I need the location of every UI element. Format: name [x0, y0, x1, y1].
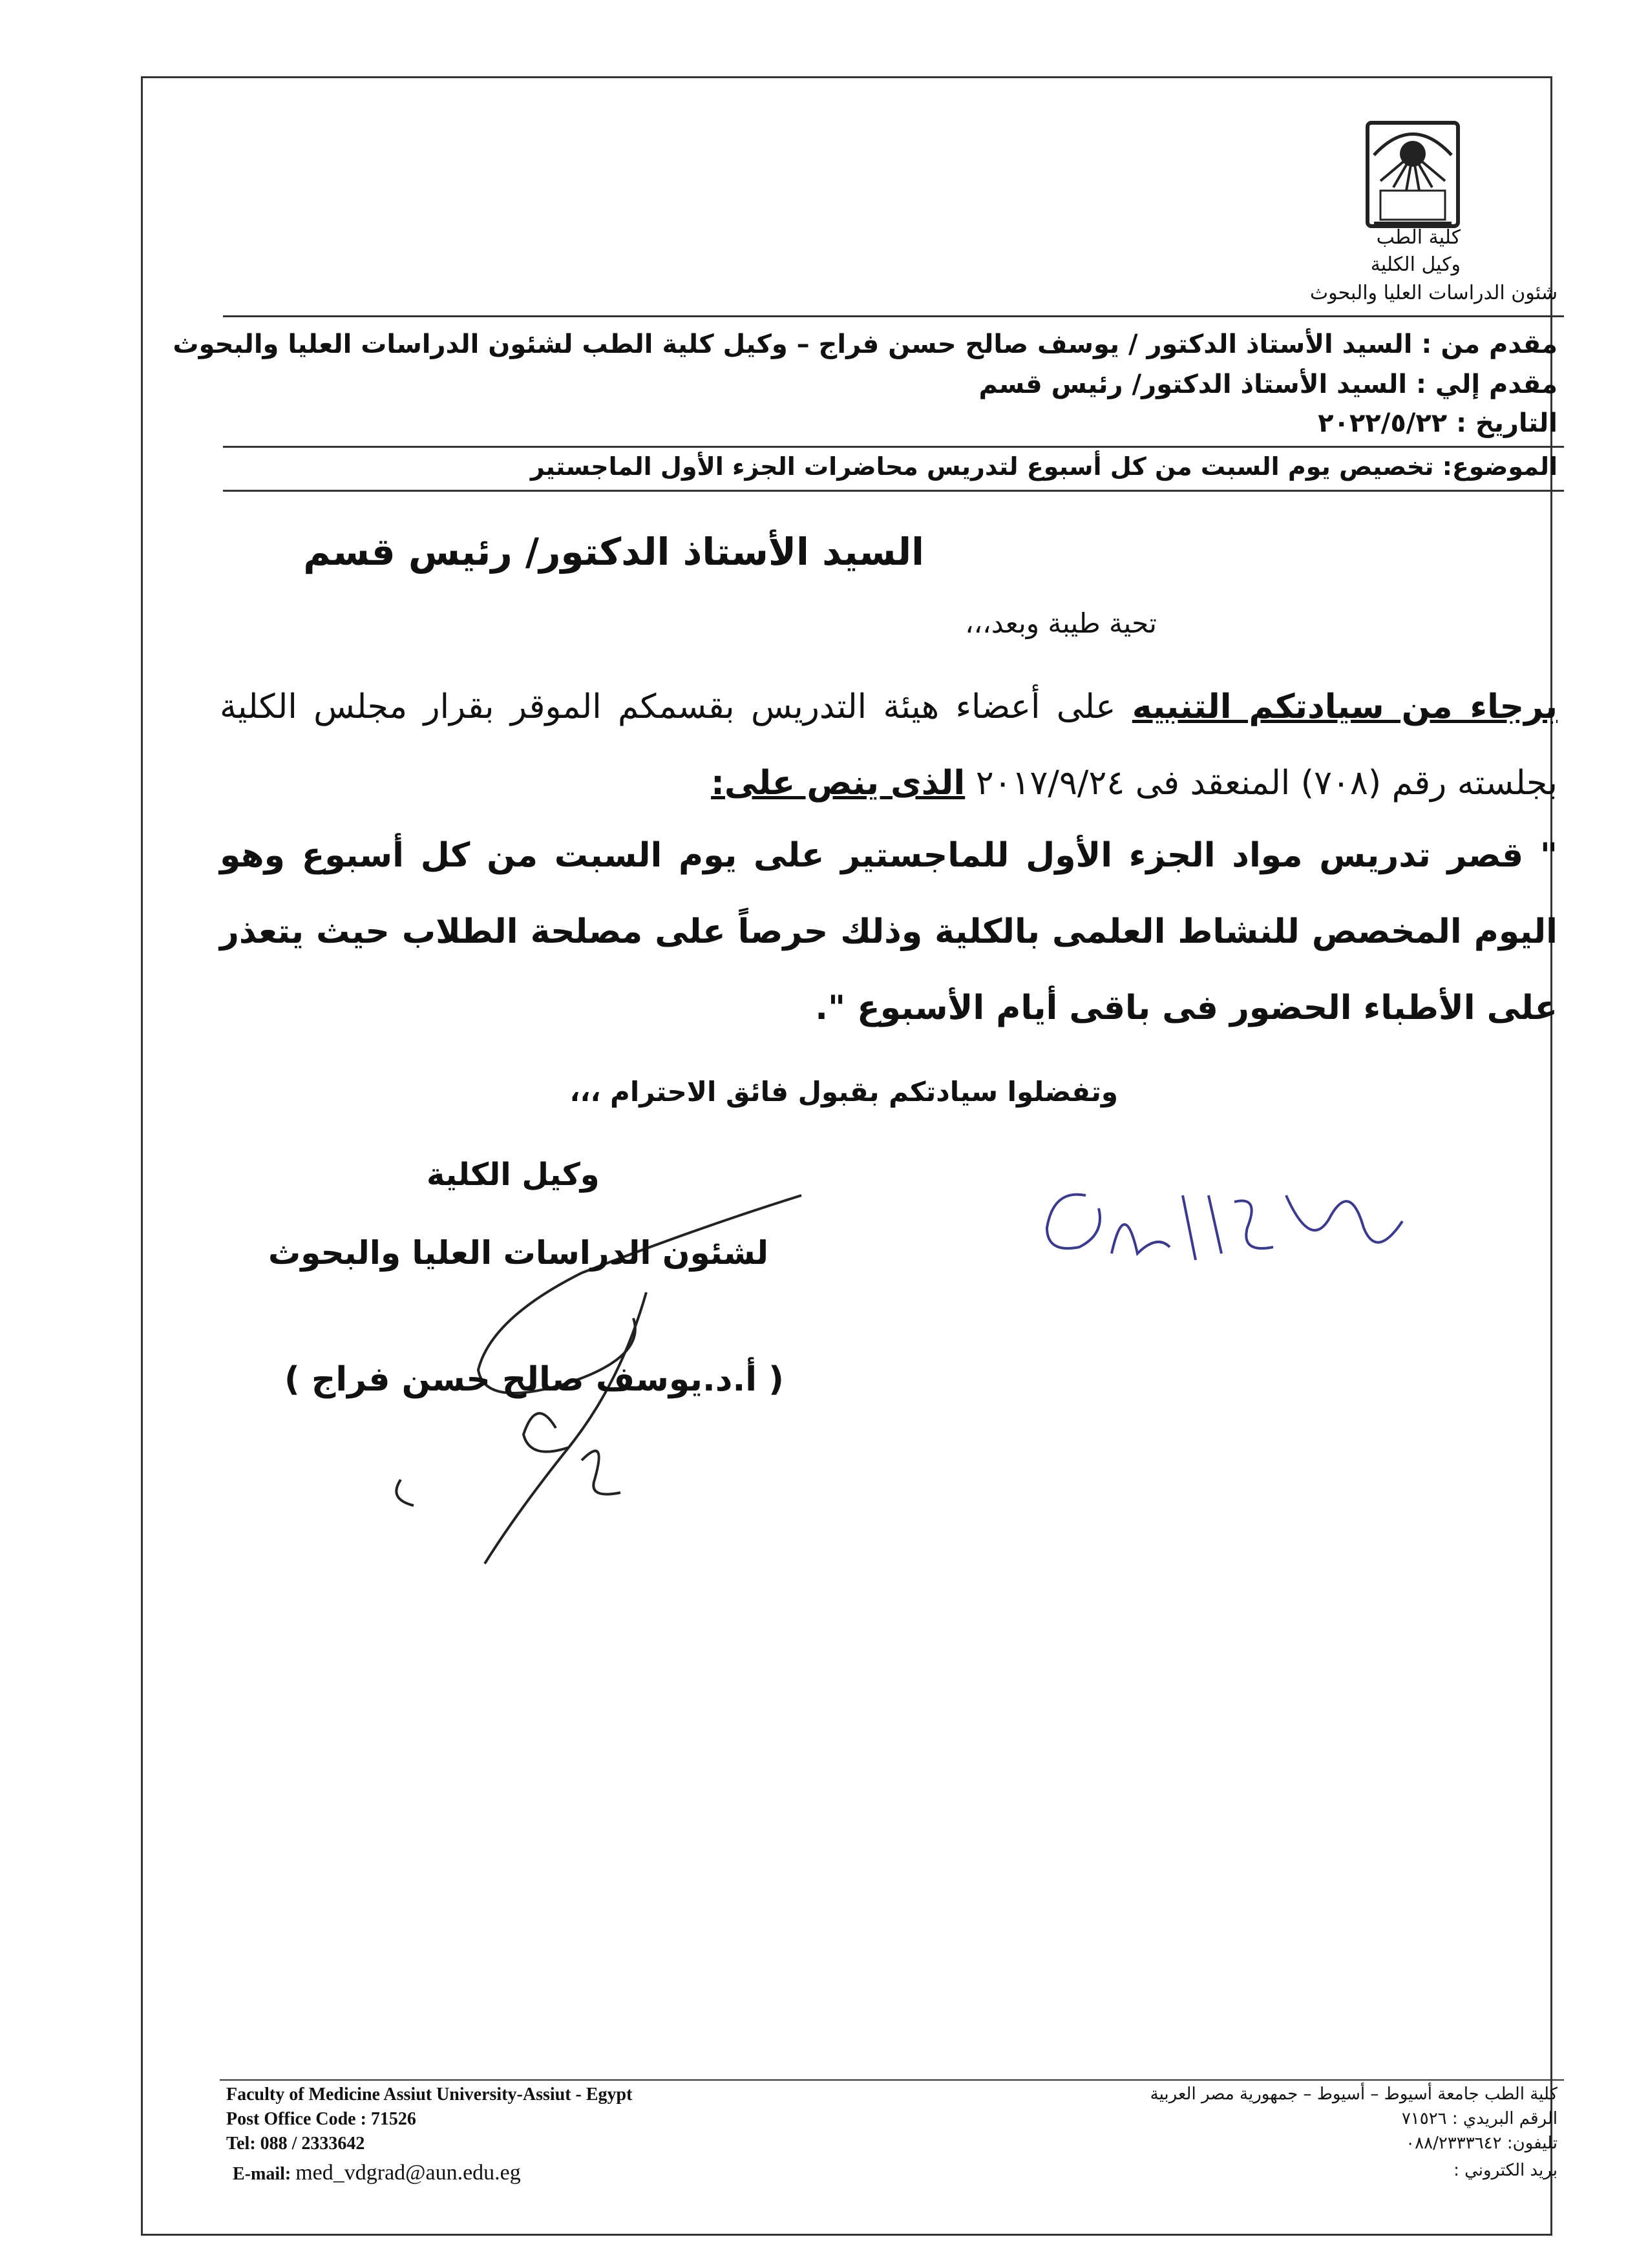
- footer-ar-po: الرقم البريدي : ٧١٥٢٦: [1401, 2109, 1558, 2128]
- footer-ar-email: بريد الكتروني :: [1453, 2161, 1558, 2180]
- to-line: مقدم إلي : السيد الأستاذ الدكتور/ رئيس قسم: [978, 370, 1558, 399]
- footer-ar-faculty: كلية الطب جامعة أسيوط – أسيوط – جمهورية مصر العربية: [1150, 2084, 1558, 2104]
- date-line: التاريخ : ٢٠٢٢/٥/٢٢: [1318, 408, 1558, 438]
- footer-en-faculty: Faculty of Medicine Assiut University-Assiut - Egypt: [226, 2084, 633, 2105]
- footer-ar-tel: تليفون: ٠٨٨/٢٣٣٣٦٤٢: [1406, 2134, 1558, 2153]
- body-text-part1: على أعضاء هيئة التدريس بقسمكم الموقر بقرار مجلس الكلية بجلسته رقم (٧٠٨) المنعقد فى ٢٠١٧/٩/٢٤: [220, 688, 1558, 803]
- faculty-name: كلية الطب: [1376, 226, 1461, 249]
- subject-divider: [223, 490, 1564, 492]
- meta-divider: [223, 446, 1564, 448]
- footer-en-po: Post Office Code : 71526: [226, 2109, 416, 2129]
- body-paragraph: [220, 669, 1558, 821]
- signatory-name: ( أ.د.يوسف صالح حسن فراج ): [284, 1360, 784, 1399]
- closing-line: وتفضلوا سيادتكم بقبول فائق الاحترام ،،،: [569, 1076, 1118, 1108]
- from-line: مقدم من : السيد الأستاذ الدكتور / يوسف صالح حسن فراج – وكيل كلية الطب لشئون الدراسات العليا والبحوث: [173, 330, 1558, 359]
- signatory-title-2: لشئون الدراسات العليا والبحوث: [268, 1234, 768, 1272]
- decision-quote: " قصر تدريس مواد الجزء الأول للماجستير على يوم السبت من كل أسبوع وهو اليوم المخصص للنشاط العلمى بالكلية وذلك حرصاً على مصلحة الطلاب حيث يتعذر على الأطباء الحضور فى باقى أيام الأسبوع ".: [220, 836, 1558, 1027]
- handwritten-signature-right: [1028, 1157, 1428, 1312]
- body-emphasis-2: الذى ينص على:: [711, 764, 966, 803]
- body-emphasis: برجاء من سيادتكم التنبيه: [1132, 688, 1558, 726]
- logo-caption: [1409, 174, 1512, 196]
- page-border: [141, 76, 1552, 2236]
- email-address[interactable]: med_vdgrad@aun.edu.eg: [295, 2161, 521, 2185]
- department-name: شئون الدراسات العليا والبحوث: [1309, 282, 1558, 304]
- footer-divider: [220, 2079, 1564, 2081]
- footer-en-tel: Tel: 088 / 2333642: [226, 2134, 365, 2154]
- office-name: وكيل الكلية: [1370, 253, 1461, 276]
- header-divider: [223, 315, 1564, 317]
- footer-en-email: [233, 2161, 521, 2185]
- email-label: E-mail:: [233, 2164, 291, 2184]
- salutation: السيد الأستاذ الدكتور/ رئيس قسم: [303, 530, 924, 574]
- subject-line: الموضوع: تخصيص يوم السبت من كل أسبوع لتدريس محاضرات الجزء الأول الماجستير: [530, 452, 1558, 481]
- signatory-title-1: وكيل الكلية: [427, 1157, 600, 1193]
- greeting: تحية طيبة وبعد،،،: [965, 607, 1157, 639]
